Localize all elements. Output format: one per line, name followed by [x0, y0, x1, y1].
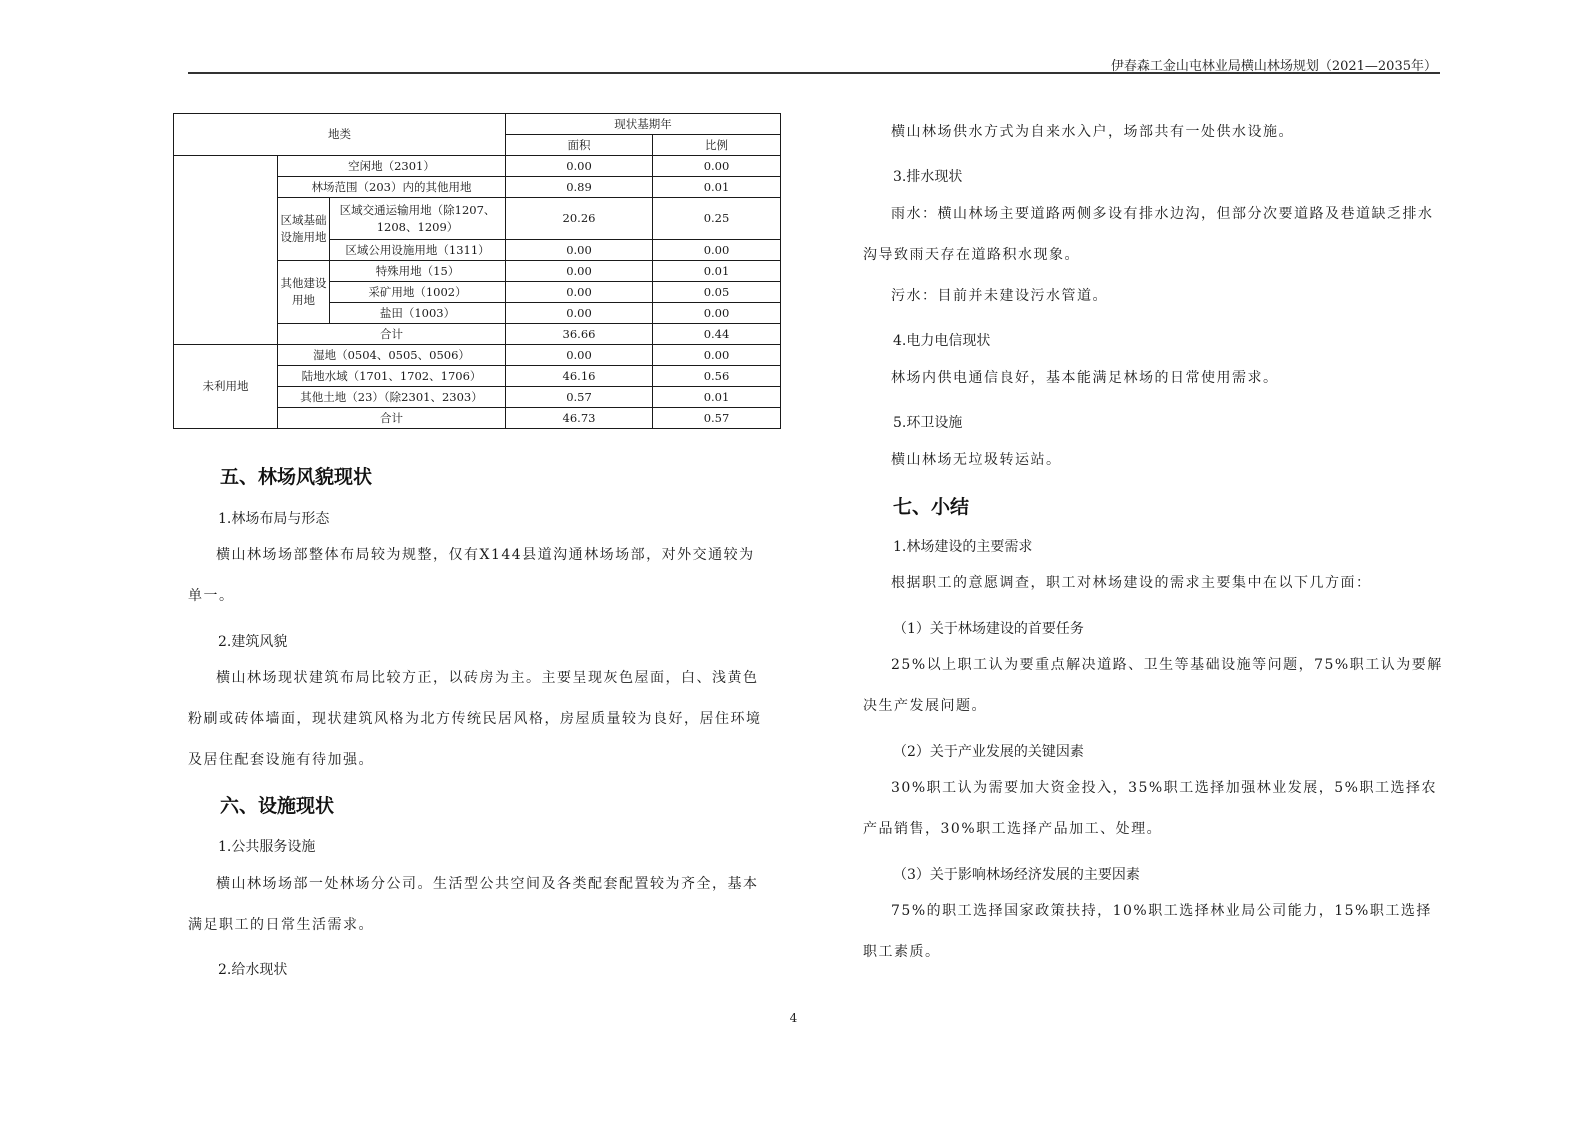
table-cell-label: 区域公用设施用地（1311）	[330, 240, 506, 261]
running-header-title: 伊春森工金山屯林业局横山林场规划（2021—2035年）	[1110, 59, 1437, 74]
table-cell-ratio: 0.00	[653, 156, 781, 177]
table-cell-area: 0.57	[506, 387, 653, 408]
table-cell-label: 特殊用地（15）	[330, 261, 506, 282]
question-title: （2）关于产业发展的关键因素	[893, 744, 1084, 760]
paragraph: 横山林场场部一处林场分公司。生活型公共空间及各类配套配置较为齐全，基本满足职工的日常生活需求。	[188, 876, 759, 933]
paragraph: 根据职工的意愿调查，职工对林场建设的需求主要集中在以下几方面：	[891, 575, 1372, 591]
page-number: 4	[789, 1011, 798, 1025]
paragraph: 横山林场无垃圾转运站。	[891, 452, 1062, 468]
subsection-title: 1.林场布局与形态	[218, 511, 330, 527]
table-cell-group: 其他建设用地	[278, 261, 330, 324]
table-cell-label: 盐田（1003）	[330, 303, 506, 324]
subsection-title: 3.排水现状	[893, 169, 963, 185]
subsection-title: 1.公共服务设施	[218, 839, 316, 855]
table-cell-area: 46.73	[506, 408, 653, 429]
question-title: （1）关于林场建设的首要任务	[893, 621, 1084, 637]
table-cell-ratio: 0.05	[653, 282, 781, 303]
table-header-base-year: 现状基期年	[506, 114, 781, 135]
table-cell-label: 合计	[278, 408, 506, 429]
table-cell-label: 湿地（0504、0505、0506）	[278, 345, 506, 366]
paragraph: 25%以上职工认为要重点解决道路、卫生等基础设施等问题，75%职工认为要解决生产发展问题。	[863, 657, 1443, 714]
section-heading-forest-appearance: 五、林场风貌现状	[220, 466, 373, 488]
table-cell-label: 陆地水域（1701、1702、1706）	[278, 366, 506, 387]
table-cell-ratio: 0.00	[653, 303, 781, 324]
table-cell-area: 0.00	[506, 261, 653, 282]
section-heading-facilities: 六、设施现状	[220, 795, 335, 817]
table-cell-label: 区域交通运输用地（除1207、1208、1209）	[330, 198, 506, 240]
table-cell-ratio: 0.25	[653, 198, 781, 240]
table-header-row	[174, 114, 781, 135]
table-cell-ratio: 0.56	[653, 366, 781, 387]
table-cell-label: 林场范围（203）内的其他用地	[278, 177, 506, 198]
table-cell-area: 36.66	[506, 324, 653, 345]
table-cell-area: 46.16	[506, 366, 653, 387]
table-cell-area: 0.00	[506, 240, 653, 261]
table-cell-label: 采矿用地（1002）	[330, 282, 506, 303]
table-cell-area: 0.00	[506, 156, 653, 177]
paragraph: 林场内供电通信良好，基本能满足林场的日常使用需求。	[891, 370, 1279, 386]
paragraph: 横山林场供水方式为自来水入户，场部共有一处供水设施。	[891, 124, 1294, 140]
table-cell-area: 0.89	[506, 177, 653, 198]
header-rule	[188, 72, 1440, 74]
table-cell-ratio: 0.01	[653, 387, 781, 408]
table-cell-group: 未利用地	[174, 345, 278, 429]
table-cell-label: 合计	[278, 324, 506, 345]
table-cell-ratio: 0.00	[653, 240, 781, 261]
subsection-title: 4.电力电信现状	[893, 333, 991, 349]
table-cell-label: 空闲地（2301）	[278, 156, 506, 177]
subsection-title: 2.给水现状	[218, 962, 288, 978]
table-cell-label: 其他土地（23）（除2301、2303）	[278, 387, 506, 408]
question-title: （3）关于影响林场经济发展的主要因素	[893, 867, 1140, 883]
subsection-title: 1.林场建设的主要需求	[893, 539, 1033, 555]
table-cell-ratio: 0.01	[653, 177, 781, 198]
table-header-ratio: 比例	[653, 135, 781, 156]
land-use-table	[173, 113, 781, 429]
table-cell-ratio: 0.57	[653, 408, 781, 429]
paragraph: 30%职工认为需要加大资金投入，35%职工选择加强林业发展，5%职工选择农产品销售，30%职工选择产品加工、处理。	[863, 780, 1437, 837]
table-cell-empty-group	[174, 156, 278, 345]
table-row	[174, 345, 781, 366]
paragraph: 75%的职工选择国家政策扶持，10%职工选择林业局公司能力，15%职工选择职工素质。	[863, 903, 1432, 960]
table-cell-group: 区域基础设施用地	[278, 198, 330, 261]
table-header-category: 地类	[174, 114, 506, 156]
table-cell-area: 20.26	[506, 198, 653, 240]
subsection-title: 5.环卫设施	[893, 415, 963, 431]
table-cell-ratio: 0.44	[653, 324, 781, 345]
paragraph: 横山林场现状建筑布局比较方正，以砖房为主。主要呈现灰色屋面，白、浅黄色粉刷或砖体墙面，现状建筑风格为北方传统民居风格，房屋质量较为良好，居住环境及居住配套设施有待加强。	[188, 670, 762, 768]
table-cell-ratio: 0.00	[653, 345, 781, 366]
subsection-title: 2.建筑风貌	[218, 634, 288, 650]
table-cell-area: 0.00	[506, 303, 653, 324]
table-row	[174, 156, 781, 177]
paragraph: 横山林场场部整体布局较为规整，仅有X144县道沟通林场场部，对外交通较为单一。	[188, 547, 755, 604]
section-heading-summary: 七、小结	[893, 496, 970, 518]
paragraph: 雨水：横山林场主要道路两侧多设有排水边沟，但部分次要道路及巷道缺乏排水沟导致雨天存在道路积水现象。	[863, 206, 1434, 263]
paragraph: 污水：目前并未建设污水管道。	[891, 288, 1108, 304]
table-cell-area: 0.00	[506, 282, 653, 303]
table-header-area: 面积	[506, 135, 653, 156]
table-cell-ratio: 0.01	[653, 261, 781, 282]
table-cell-area: 0.00	[506, 345, 653, 366]
